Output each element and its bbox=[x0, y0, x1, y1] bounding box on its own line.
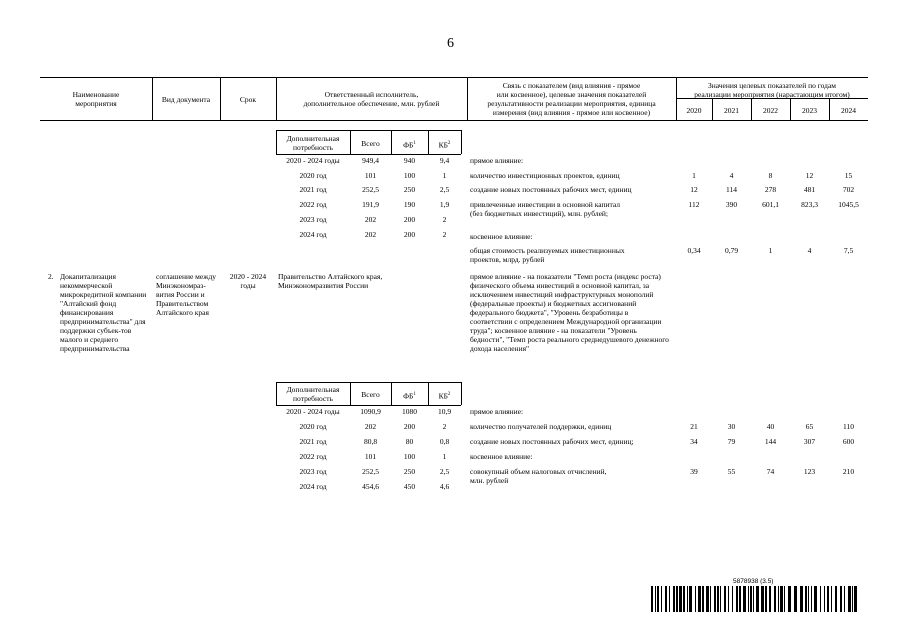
year-header: 2024 bbox=[841, 106, 856, 115]
need-header: Дополнительная потребность bbox=[286, 385, 340, 403]
indicator-text: совокупный объем налоговых отчислений, млн. рублей bbox=[470, 467, 607, 485]
page-number: 6 bbox=[447, 36, 454, 51]
indicator-value: 40 bbox=[766, 422, 775, 431]
indicator-value: 79 bbox=[727, 437, 736, 446]
total-cell: 202 bbox=[364, 215, 377, 224]
period-cell: 2020 - 2024 годы bbox=[286, 407, 340, 416]
kb-cell: 9,4 bbox=[439, 156, 450, 165]
total-cell: 101 bbox=[364, 171, 377, 180]
item-term: 2020 - 2024 годы bbox=[229, 272, 267, 290]
period-cell: 2023 год bbox=[299, 467, 327, 476]
indicator-value: 702 bbox=[842, 185, 855, 194]
total-cell: 80,8 bbox=[363, 437, 378, 446]
total-cell: 191,9 bbox=[362, 200, 379, 209]
fb-header: $ФБ^1$ bbox=[403, 140, 416, 150]
indicator-text: прямое влияние: bbox=[470, 156, 524, 165]
total-cell: 101 bbox=[364, 452, 377, 461]
barcode-label: 5878938 (3.5) bbox=[733, 578, 774, 585]
indicator-text: косвенное влияние: bbox=[470, 232, 533, 241]
period-cell: 2020 год bbox=[299, 422, 327, 431]
col-values-header: Значения целевых показателей по годам реализации мероприятия (нарастающим итогом) bbox=[694, 81, 850, 99]
indicator-value: 112 bbox=[688, 200, 700, 209]
year-header: 2022 bbox=[763, 106, 778, 115]
kb-cell: 2 bbox=[442, 230, 447, 239]
kb-cell: 2 bbox=[442, 422, 447, 431]
col-name-header: Наименование мероприятия bbox=[72, 90, 120, 108]
indicator-value: 4 bbox=[729, 171, 734, 180]
period-cell: 2021 год bbox=[299, 185, 327, 194]
kb-cell: 1 bbox=[442, 171, 447, 180]
indicator-value: 210 bbox=[842, 467, 855, 476]
indicator-value: 390 bbox=[725, 200, 738, 209]
indicator-value: 114 bbox=[726, 185, 737, 194]
indicator-value: 7,5 bbox=[843, 246, 854, 255]
kb-cell: 2 bbox=[442, 215, 447, 224]
indicator-value: 65 bbox=[805, 422, 814, 431]
header-top-line bbox=[40, 77, 868, 78]
fb-cell: 200 bbox=[403, 230, 416, 239]
indicator-value: 1 bbox=[692, 171, 696, 180]
period-cell: 2020 год bbox=[299, 171, 327, 180]
indicator-value: 307 bbox=[803, 437, 816, 446]
indicator-value: 600 bbox=[842, 437, 855, 446]
fb-cell: 80 bbox=[405, 437, 414, 446]
year-header: 2023 bbox=[802, 106, 817, 115]
item-link-text: прямое влияние - на показатели "Темп роста (индекс роста) физического объема инвестиций в основной капитал, за исключением инвестиций инфраструктурных монополий (федеральные проекты) и бюджетных ассигнований федерального бюджета", "Уровень безработицы в соответствии с определением Международной организации труда"; косвенное влияние - на показатели "Уровень бедности", "Темп роста реального среднедушевого денежного дохода населения" bbox=[470, 272, 669, 353]
kb-header: $КБ^2$ bbox=[438, 140, 451, 150]
total-header: Всего bbox=[361, 390, 380, 399]
col-doc-header: Вид документа bbox=[161, 95, 211, 104]
indicator-value: 123 bbox=[803, 467, 816, 476]
col-link-header: Связь с показателем (вид влияния - прямое или косвенное), целевые значения показателей результативности реализации мероприятия, единица измерения (вид влияния - прямое или косвенное) bbox=[487, 81, 656, 117]
indicator-value: 601,1 bbox=[762, 200, 779, 209]
indicator-value: 55 bbox=[727, 467, 736, 476]
period-cell: 2021 год bbox=[299, 437, 327, 446]
indicator-value: 15 bbox=[844, 171, 853, 180]
indicator-value: 0,79 bbox=[724, 246, 739, 255]
kb-cell: 1,9 bbox=[439, 200, 450, 209]
fb-cell: 250 bbox=[403, 467, 416, 476]
indicator-text: косвенное влияние: bbox=[470, 452, 533, 461]
indicator-value: 34 bbox=[690, 437, 698, 446]
item-name: Докапитализация некоммерческой микрокредитной компании "Алтайский фонд финансирования предпринимательства" для поддержки субъек-тов малого и среднего предпринимательства bbox=[60, 272, 147, 353]
kb-header: $КБ^2$ bbox=[438, 391, 451, 401]
kb-cell: 1 bbox=[442, 452, 447, 461]
kb-cell: 0,8 bbox=[439, 437, 450, 446]
indicator-text: количество инвестиционных проектов, единиц bbox=[470, 171, 620, 180]
total-header: Всего bbox=[361, 139, 380, 148]
item-responsible: Правительство Алтайского края, Минэкономразвития России bbox=[278, 272, 383, 290]
item-number: 2. bbox=[48, 272, 54, 281]
fb-cell: 190 bbox=[403, 200, 416, 209]
header-bottom-line bbox=[40, 120, 868, 121]
fb-header: $ФБ^1$ bbox=[403, 391, 416, 401]
kb-cell: 2,5 bbox=[439, 185, 450, 194]
fb-cell: 1080 bbox=[402, 407, 417, 416]
indicator-value: 12 bbox=[690, 185, 698, 194]
indicator-value: 30 bbox=[727, 422, 736, 431]
fb-cell: 100 bbox=[403, 452, 416, 461]
total-cell: 252,5 bbox=[362, 467, 379, 476]
fb-cell: 450 bbox=[403, 482, 416, 491]
indicator-text: прямое влияние: bbox=[470, 407, 524, 416]
indicator-value: 0,34 bbox=[687, 246, 701, 255]
indicator-text: привлеченные инвестиции в основной капитал (без бюджетных инвестиций), млн. рублей; bbox=[470, 200, 620, 218]
indicator-value: 144 bbox=[764, 437, 777, 446]
fb-cell: 250 bbox=[403, 185, 416, 194]
kb-cell: 2,5 bbox=[439, 467, 450, 476]
indicator-value: 823,3 bbox=[801, 200, 818, 209]
indicator-text: количество получателей поддержки, единиц bbox=[470, 422, 612, 431]
indicator-value: 4 bbox=[807, 246, 812, 255]
fb-cell: 200 bbox=[403, 422, 416, 431]
period-cell: 2024 год bbox=[299, 482, 327, 491]
indicator-text: создание новых постоянных рабочих мест, единиц; bbox=[470, 437, 634, 446]
period-cell: 2020 - 2024 годы bbox=[286, 156, 340, 165]
indicator-value: 21 bbox=[690, 422, 698, 431]
year-header: 2021 bbox=[724, 106, 739, 115]
indicator-value: 39 bbox=[690, 467, 698, 476]
indicator-text: создание новых постоянных рабочих мест, единиц bbox=[470, 185, 632, 194]
period-cell: 2022 год bbox=[299, 452, 327, 461]
indicator-value: 1045,5 bbox=[838, 200, 859, 209]
kb-cell: 4,6 bbox=[439, 482, 450, 491]
indicator-value: 8 bbox=[768, 171, 773, 180]
period-cell: 2023 год bbox=[299, 215, 327, 224]
total-cell: 202 bbox=[364, 422, 377, 431]
year-header: 2020 bbox=[686, 106, 702, 115]
indicator-value: 12 bbox=[805, 171, 814, 180]
col-term-header: Срок bbox=[239, 95, 257, 104]
total-cell: 252,5 bbox=[362, 185, 379, 194]
col-resp-header: Ответственный исполнитель, дополнительное обеспечение, млн. рублей bbox=[303, 90, 440, 108]
indicator-text: общая стоимость реализуемых инвестиционных проектов, млрд. рублей bbox=[470, 246, 625, 264]
total-cell: 949,4 bbox=[362, 156, 379, 165]
fb-cell: 200 bbox=[403, 215, 416, 224]
barcode-image bbox=[651, 586, 861, 612]
indicator-value: 278 bbox=[764, 185, 777, 194]
kb-cell: 10,9 bbox=[437, 407, 452, 416]
total-cell: 454,6 bbox=[362, 482, 379, 491]
item-document: соглашение между Минэкономраз-вития России и Правительством Алтайского края bbox=[156, 272, 217, 317]
indicator-value: 481 bbox=[803, 185, 816, 194]
period-cell: 2024 год bbox=[299, 230, 327, 239]
period-cell: 2022 год bbox=[299, 200, 327, 209]
total-cell: 1090,9 bbox=[360, 407, 381, 416]
need-header: Дополнительная потребность bbox=[286, 134, 340, 152]
fb-cell: 100 bbox=[403, 171, 416, 180]
total-cell: 202 bbox=[364, 230, 377, 239]
indicator-value: 1 bbox=[768, 246, 773, 255]
indicator-value: 110 bbox=[843, 422, 854, 431]
fb-cell: 940 bbox=[403, 156, 416, 165]
indicator-value: 74 bbox=[766, 467, 775, 476]
